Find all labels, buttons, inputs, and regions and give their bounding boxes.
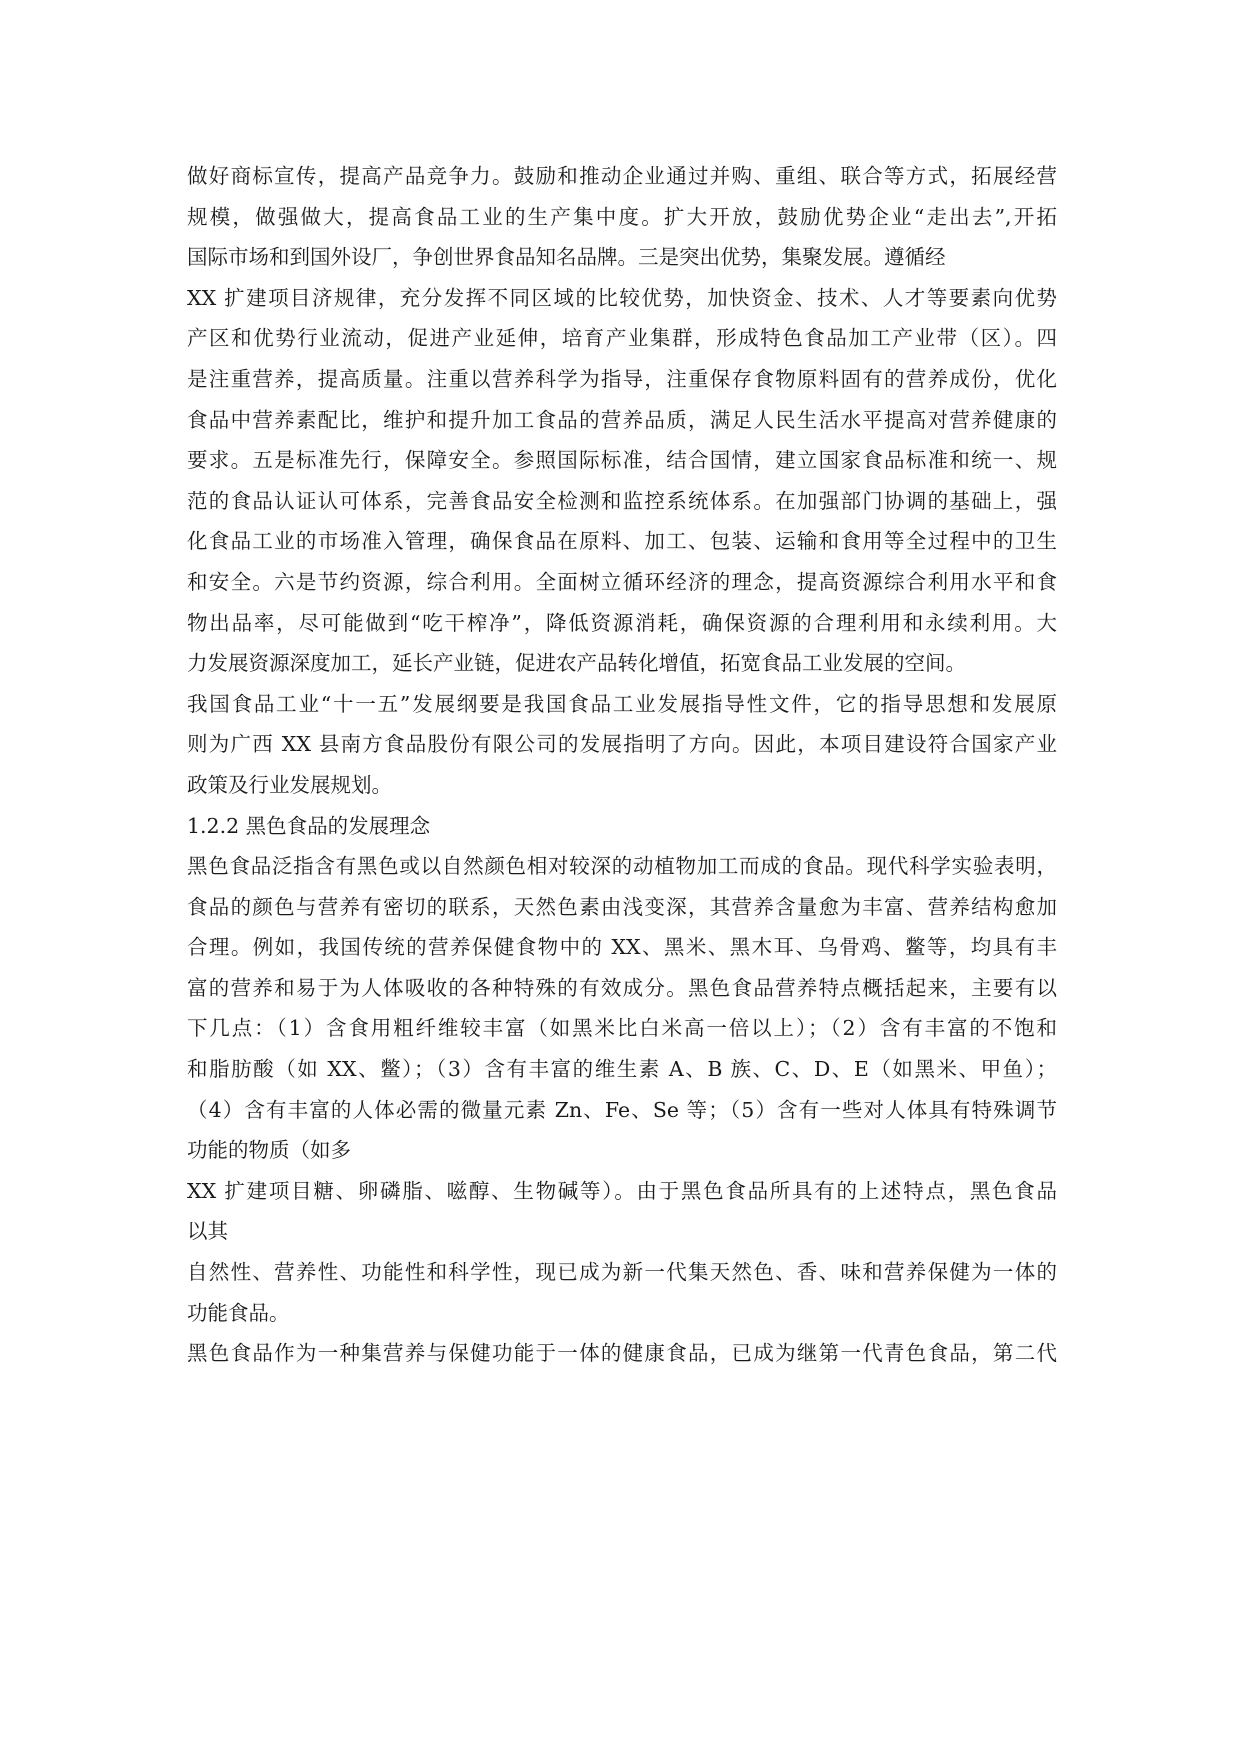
text-line: 做好商标宣传，提高产品竞争力。鼓励和推动企业通过并购、重组、联合等方式，拓展经营 (187, 164, 1057, 188)
text-line: XX 扩建项目糖、卵磷脂、嗞醇、生物碱等）。由于黑色食品所具有的上述特点，黑色食品 (187, 1178, 1057, 1203)
text-line: 规模，做强做大，提高食品工业的生产集中度。扩大开放，鼓励优势企业“走出去”,开拓 (187, 204, 1057, 229)
section-heading: 1.2.2 黑色食品的发展理念 (187, 813, 431, 838)
text-line: 以其 (187, 1219, 228, 1244)
text-line: 范的食品认证认可体系，完善食品安全检测和监控系统体系。在加强部门协调的基础上，强 (187, 488, 1057, 513)
text-line: 政策及行业发展规划。 (187, 772, 392, 797)
text-line: 自然性、营养性、功能性和科学性，现已成为新一代集天然色、香、味和营养保健为一体的 (187, 1260, 1057, 1285)
text-line: XX 扩建项目济规律，充分发挥不同区域的比较优势，加快资金、技术、人才等要素向优势 (187, 285, 1057, 310)
text-line: 和脂肪酸（如 XX、鳖）；（3）含有丰富的维生素 A、B 族、C、D、E（如黑米、甲鱼）； (187, 1057, 1057, 1082)
text-line: 富的营养和易于为人体吸收的各种特殊的有效成分。黑色食品营养特点概括起来，主要有以 (187, 975, 1057, 1000)
text-line: 食品中营养素配比，维护和提升加工食品的营养品质，满足人民生活水平提高对营养健康的 (187, 407, 1057, 432)
text-line: 和安全。六是节约资源，综合利用。全面树立循环经济的理念，提高资源综合利用水平和食 (187, 569, 1057, 594)
text-line: 功能食品。 (187, 1300, 290, 1325)
text-line: 则为广西 XX 县南方食品股份有限公司的发展指明了方向。因此，本项目建设符合国家产业 (187, 732, 1057, 757)
text-line: 黑色食品泛指含有黑色或以自然颜色相对较深的动植物加工而成的食品。现代科学实验表明， (187, 854, 1057, 879)
text-line: 功能的物质（如多 (187, 1138, 351, 1163)
text-line: 下几点：（1）含食用粗纤维较丰富（如黑米比白米高一倍以上）；（2）含有丰富的不饱和 (187, 1016, 1057, 1041)
text-line: 是注重营养，提高质量。注重以营养科学为指导，注重保存食物原料固有的营养成份，优化 (187, 366, 1057, 391)
text-line: 黑色食品作为一种集营养与保健功能于一体的健康食品，已成为继第一代青色食品，第二代 (187, 1341, 1057, 1366)
text-line: 食品的颜色与营养有密切的联系，天然色素由浅变深，其营养含量愈为丰富、营养结构愈加 (187, 894, 1057, 919)
text-line: 我国食品工业“十一五”发展纲要是我国食品工业发展指导性文件，它的指导思想和发展原 (187, 691, 1057, 716)
text-line: 力发展资源深度加工，延长产业链，促进农产品转化增值，拓宽食品工业发展的空间。 (187, 651, 966, 676)
text-line: 要求。五是标准先行，保障安全。参照国际标准，结合国情，建立国家食品标准和统一、规 (187, 448, 1057, 473)
document-page (187, 156, 1057, 1374)
text-line: （4）含有丰富的人体必需的微量元素 Zn、Fe、Se 等；（5）含有一些对人体具有特殊调节 (187, 1097, 1057, 1122)
text-line: 化食品工业的市场准入管理，确保食品在原料、加工、包装、运输和食用等全过程中的卫生 (187, 529, 1057, 554)
text-line: 合理。例如，我国传统的营养保健食物中的 XX、黑米、黑木耳、乌骨鸡、鳖等，均具有丰 (187, 935, 1057, 960)
text-line: 国际市场和到国外设厂，争创世界食品知名品牌。三是突出优势，集聚发展。遵循经 (187, 245, 946, 270)
text-line: 产区和优势行业流动，促进产业延伸，培育产业集群，形成特色食品加工产业带（区）。四 (187, 326, 1057, 351)
text-line: 物出品率，尽可能做到“吃干榨净”，降低资源消耗，确保资源的合理利用和永续利用。大 (187, 610, 1057, 635)
